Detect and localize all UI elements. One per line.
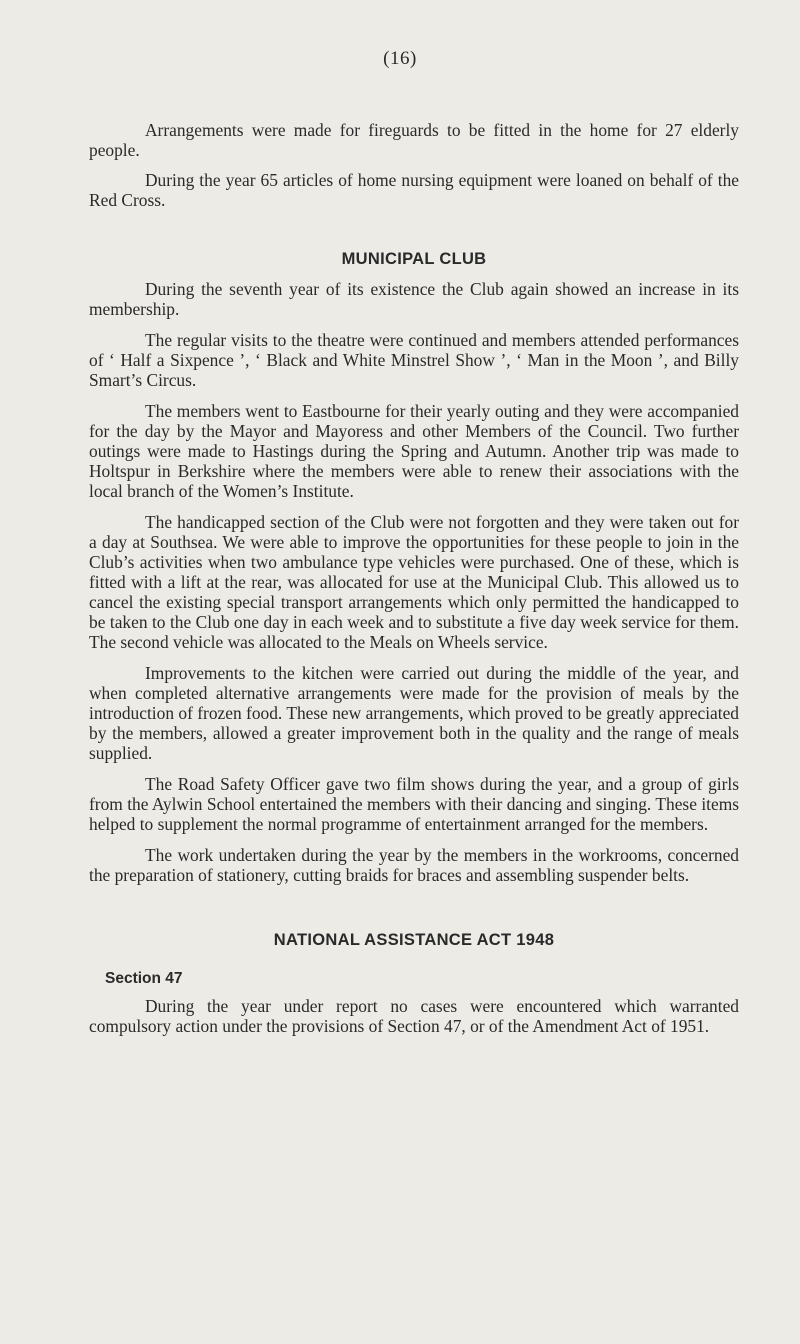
section-heading-national-assistance: NATIONAL ASSISTANCE ACT 1948 <box>273 931 555 949</box>
paragraph-workrooms: The work undertaken during the year by the members in the workrooms, concerned the preparation of stationery, cutting braids for braces and assembling suspender belts. <box>89 845 739 885</box>
page-number: (16) <box>383 48 417 69</box>
paragraph-handicapped: The handicapped section of the Club were not forgotten and they were taken out for a day at Southsea. We were able to improve the opportunities for these people to join in the Club’s activities when two ambulance type vehicles were purchased. One of these, which is fitted with a lift at the rear, was allocated for use at the Municipal Club. This allowed us to cancel the existing special transport arrangements which only permitted the handicapped to be taken to the Club one day in each week and to substitute a five day week service for them. The second vehicle was allocated to the Meals on Wheels service. <box>89 512 739 652</box>
paragraph-entertainment: The Road Safety Officer gave two film shows during the year, and a group of girls from the Aylwin School entertained the members with their dancing and singing. These items helped to supplement the normal programme of entertainment arranged for the members. <box>89 774 739 834</box>
section-heading-municipal-club: MUNICIPAL CLUB <box>341 250 487 268</box>
paragraph-outings: The members went to Eastbourne for their yearly outing and they were accompanied for the day by the Mayor and Mayoress and other Members of the Council. Two further outings were made to Hastings during the Spring and Autumn. Another trip was made to Holtspur in Berkshire where the members were able to renew their associations with the local branch of the Women’s Institute. <box>89 401 739 501</box>
paragraph-compulsory-action: During the year under report no cases were encountered which warranted compulsory action under the provisions of Section 47, or of the Amendment Act of 1951. <box>89 996 739 1036</box>
subheading-section-47: Section 47 <box>105 970 183 987</box>
paragraph-nursing-equipment: During the year 65 articles of home nursing equipment were loaned on behalf of the Red Cross. <box>89 170 739 210</box>
paragraph-kitchen: Improvements to the kitchen were carried out during the middle of the year, and when completed alternative arrangements were made for the provision of meals by the introduction of frozen food. These new arrangements, which proved to be greatly appreciated by the members, allowed a greater improvement both in the quality and the range of meals supplied. <box>89 663 739 763</box>
page-content <box>89 120 739 1047</box>
paragraph-fireguards: Arrangements were made for fireguards to be fitted in the home for 27 elderly people. <box>89 120 739 160</box>
paragraph-theatre: The regular visits to the theatre were continued and members attended performances of ‘ Half a Sixpence ’, ‘ Black and White Minstrel Show ’, ‘ Man in the Moon ’, and Billy Smart’s Circus. <box>89 330 739 390</box>
paragraph-membership: During the seventh year of its existence the Club again showed an increase in its membership. <box>89 279 739 319</box>
